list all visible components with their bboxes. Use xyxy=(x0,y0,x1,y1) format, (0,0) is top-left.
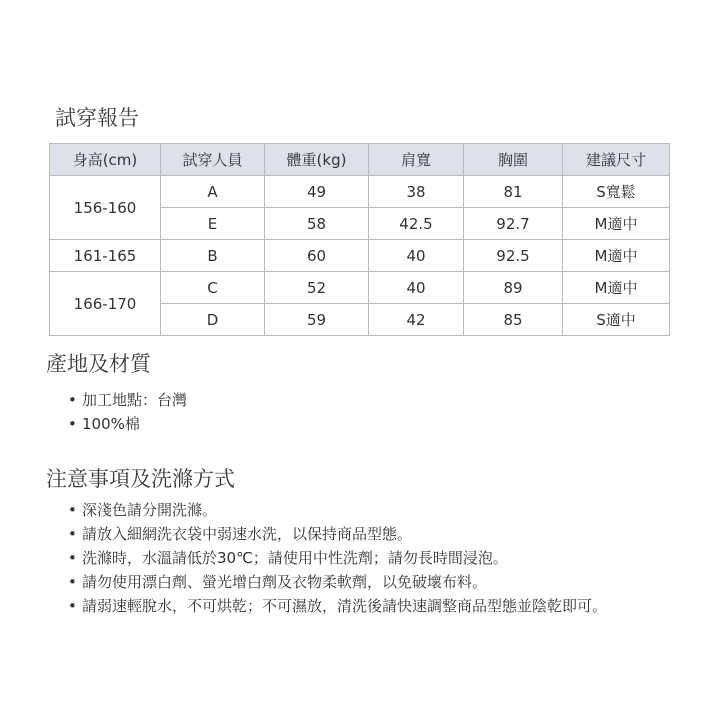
height-cell: 161-165 xyxy=(50,240,161,272)
size-cell: M適中 xyxy=(563,272,670,304)
size-cell: S適中 xyxy=(563,304,670,336)
size-cell: S寬鬆 xyxy=(563,176,670,208)
person-cell: A xyxy=(161,176,265,208)
table-header-row xyxy=(50,144,670,176)
height-cell: 166-170 xyxy=(50,272,161,336)
list-item: • 100%棉 xyxy=(68,413,187,437)
table-row xyxy=(50,240,670,272)
chest-cell: 92.7 xyxy=(464,208,563,240)
shoulder-cell: 38 xyxy=(369,176,464,208)
table-row xyxy=(50,272,670,304)
shoulder-cell: 42.5 xyxy=(369,208,464,240)
weight-cell: 52 xyxy=(265,272,369,304)
list-item: • 請勿使用漂白劑、螢光增白劑及衣物柔軟劑，以免破壞布料。 xyxy=(68,571,607,595)
list-item: • 洗滌時，水溫請低於30℃；請使用中性洗劑；請勿長時間浸泡。 xyxy=(68,547,607,571)
chest-cell: 81 xyxy=(464,176,563,208)
table-row xyxy=(50,176,670,208)
header-size: 建議尺寸 xyxy=(563,144,670,176)
care-list xyxy=(68,499,607,619)
shoulder-cell: 40 xyxy=(369,272,464,304)
list-item: • 請放入細網洗衣袋中弱速水洗，以保持商品型態。 xyxy=(68,523,607,547)
header-height: 身高(cm) xyxy=(50,144,161,176)
header-person: 試穿人員 xyxy=(161,144,265,176)
weight-cell: 58 xyxy=(265,208,369,240)
list-item: • 請弱速輕脫水，不可烘乾；不可濕放，清洗後請快速調整商品型態並陰乾即可。 xyxy=(68,595,607,619)
header-chest: 胸圍 xyxy=(464,144,563,176)
weight-cell: 59 xyxy=(265,304,369,336)
care-title: 注意事項及洗滌方式 xyxy=(46,467,235,491)
list-item: • 深淺色請分開洗滌。 xyxy=(68,499,607,523)
person-cell: E xyxy=(161,208,265,240)
size-cell: M適中 xyxy=(563,240,670,272)
weight-cell: 49 xyxy=(265,176,369,208)
list-item: • 加工地點：台灣 xyxy=(68,389,187,413)
fit-report-table xyxy=(49,143,670,336)
person-cell: B xyxy=(161,240,265,272)
header-weight: 體重(kg) xyxy=(265,144,369,176)
chest-cell: 92.5 xyxy=(464,240,563,272)
person-cell: C xyxy=(161,272,265,304)
chest-cell: 85 xyxy=(464,304,563,336)
header-shoulder: 肩寬 xyxy=(369,144,464,176)
person-cell: D xyxy=(161,304,265,336)
height-cell: 156-160 xyxy=(50,176,161,240)
shoulder-cell: 42 xyxy=(369,304,464,336)
origin-list xyxy=(68,389,187,437)
chest-cell: 89 xyxy=(464,272,563,304)
fit-report-title: 試穿報告 xyxy=(55,106,139,130)
size-cell: M適中 xyxy=(563,208,670,240)
weight-cell: 60 xyxy=(265,240,369,272)
shoulder-cell: 40 xyxy=(369,240,464,272)
origin-title: 產地及材質 xyxy=(46,352,151,376)
